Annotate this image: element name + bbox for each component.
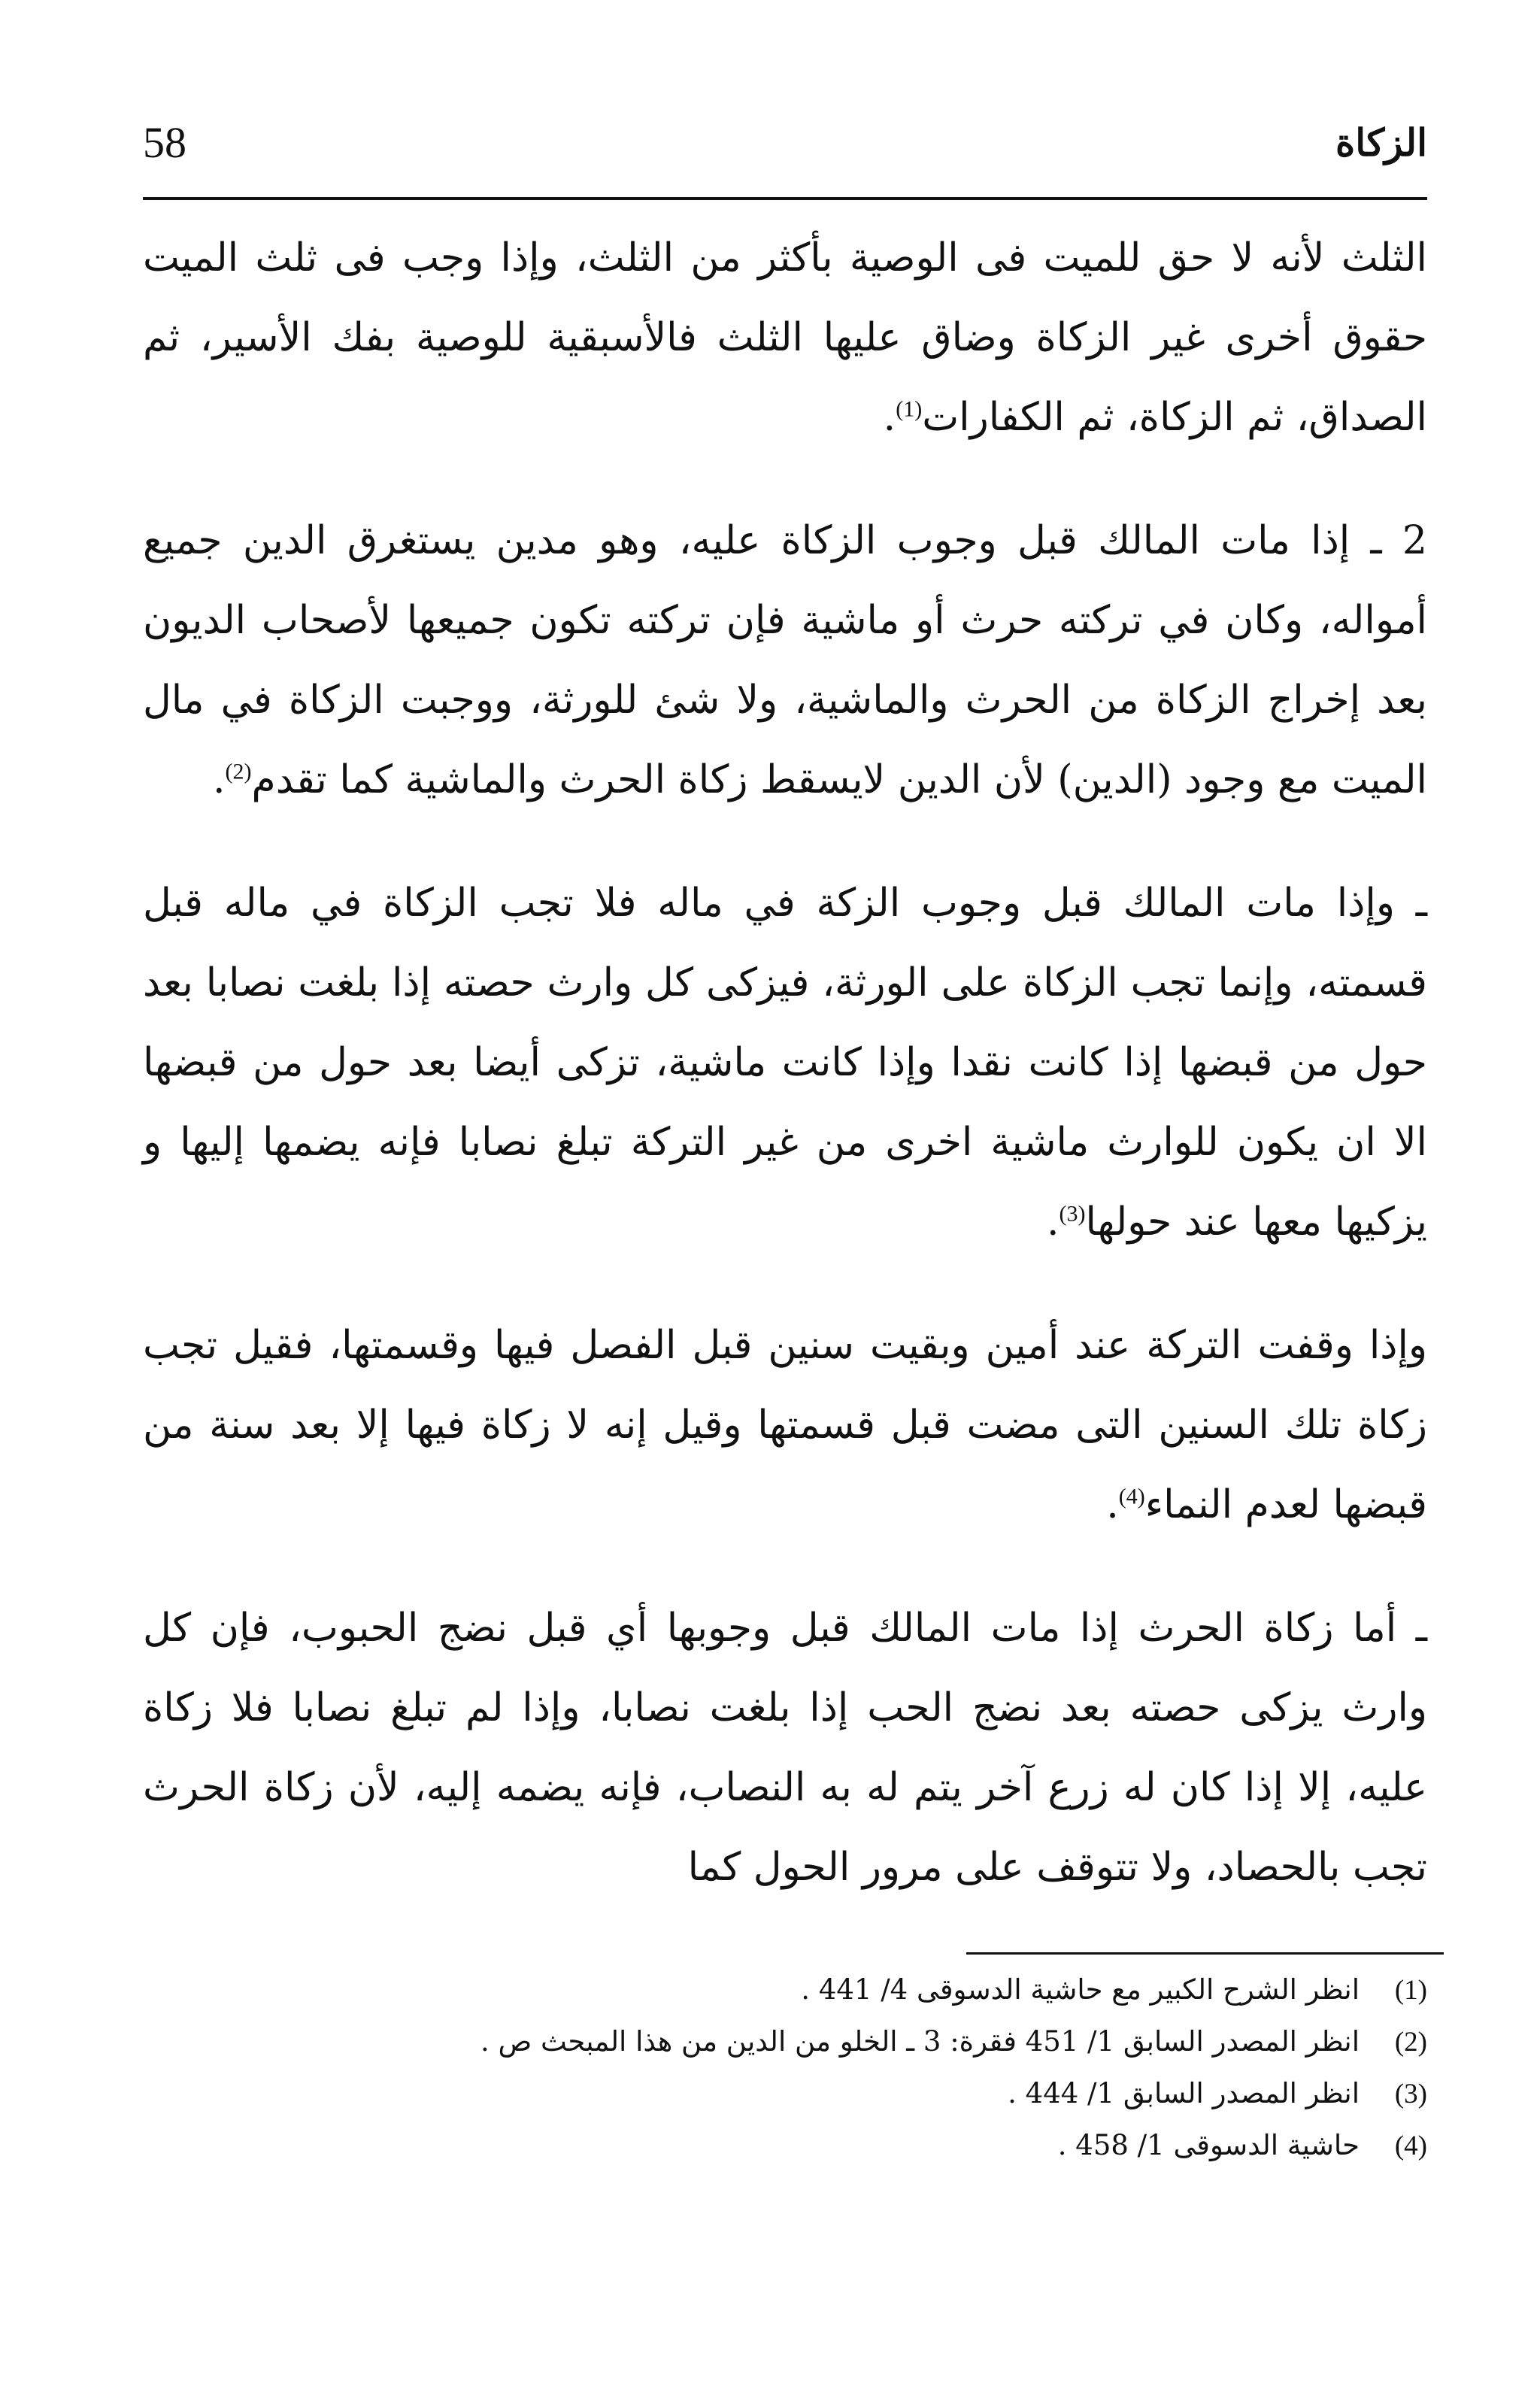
footnote-reference: (4)	[1118, 1484, 1145, 1509]
paragraph-end: .	[1047, 1199, 1060, 1245]
page-header	[143, 113, 1427, 173]
footnote-text: انظر المصدر السابق 1/ 444 .	[1008, 2077, 1360, 2109]
footnote-text: انظر الشرح الكبير مع حاشية الدسوقى 4/ 441 .	[801, 1973, 1360, 2006]
paragraph-text: وإذا وقفت التركة عند أمين وبقيت سنين قبل الفصل فيها وقسمتها، فقيل تجب زكاة تلك السنين التى مضت قبل قسمتها وقيل إنه لا زكاة فيها إلا بعد سنة من قبضها لعدم النماء	[143, 1323, 1427, 1527]
footnote-number: (4)	[1394, 2131, 1427, 2161]
paragraph-2	[143, 501, 1427, 820]
body-text	[143, 218, 1427, 1907]
header-divider	[143, 197, 1427, 200]
running-title: الزكاة	[1335, 120, 1427, 165]
footnote-2	[143, 2016, 1427, 2068]
paragraph-text: الثلث لأنه لا حق للميت فى الوصية بأكثر من الثلث، وإذا وجب فى ثلث الميت حقوق أخرى غير الزكاة وضاق عليها الثلث فالأسبقية للوصية بفك الأسير، ثم الصداق، ثم الزكاة، ثم الكفارات	[143, 235, 1427, 440]
footnote-text: انظر المصدر السابق 1/ 451 فقرة: 3 ـ الخلو من الدين من هذا المبحث ص .	[480, 2025, 1360, 2058]
footnote-reference: (3)	[1059, 1201, 1086, 1227]
page-number: 58	[143, 118, 186, 167]
footnote-3	[143, 2068, 1427, 2120]
footnote-number: (2)	[1394, 2027, 1427, 2058]
footnote-text: حاشية الدسوقى 1/ 458 .	[1057, 2129, 1360, 2161]
footnote-reference: (1)	[896, 396, 923, 422]
footnote-divider	[966, 1952, 1444, 1955]
paragraph-3	[143, 863, 1427, 1262]
footnote-4	[143, 2120, 1427, 2172]
paragraph-end: .	[213, 757, 226, 802]
footnote-number: (3)	[1394, 2079, 1427, 2109]
paragraph-4	[143, 1306, 1427, 1545]
paragraph-text: 2 ـ إذا مات المالك قبل وجوب الزكاة عليه، وهو مدين يستغرق الدين جميع أمواله، وكان في تركته حرث أو ماشية فإن تركته تكون جميعها لأصحاب الديون بعد إخراج الزكاة من الحرث والماشية، ولا شئ للورثة، ووجبت الزكاة في مال الميت مع وجود (الدين) لأن الدين لايسقط زكاة الحرث والماشية كما تقدم	[143, 518, 1427, 802]
paragraph-end: .	[883, 395, 896, 440]
paragraph-5	[143, 1588, 1427, 1907]
paragraph-text: ـ وإذا مات المالك قبل وجوب الزكة في ماله فلا تجب الزكاة في ماله قبل قسمته، وإنما تجب الزكاة على الورثة، فيزكى كل وارث حصته إذا بلغت نصابا بعد حول من قبضها إذا كانت نقدا وإذا كانت ماشية، تزكى أيضا بعد حول من قبضها الا ان يكون للوارث ماشية اخرى من غير التركة تبلغ نصابا فإنه يضمها إليها و يزكيها معها عند حولها	[143, 881, 1427, 1245]
paragraph-1	[143, 218, 1427, 457]
footnote-1	[143, 1964, 1427, 2016]
paragraph-text: ـ أما زكاة الحرث إذا مات المالك قبل وجوبها أي قبل نضج الحبوب، فإن كل وارث يزكى حصته بعد نضج الحب إذا بلغت نصابا، وإذا لم تبلغ نصابا فلا زكاة عليه، إلا إذا كان له زرع آخر يتم له به النصاب، فإنه يضمه إليه، لأن زكاة الحرث تجب بالحصاد، ولا تتوقف على مرور الحول كما	[143, 1606, 1427, 1890]
footnote-number: (1)	[1394, 1975, 1427, 2006]
footnote-reference: (2)	[225, 759, 252, 784]
paragraph-end: .	[1106, 1482, 1119, 1527]
footnotes	[143, 1964, 1427, 2172]
